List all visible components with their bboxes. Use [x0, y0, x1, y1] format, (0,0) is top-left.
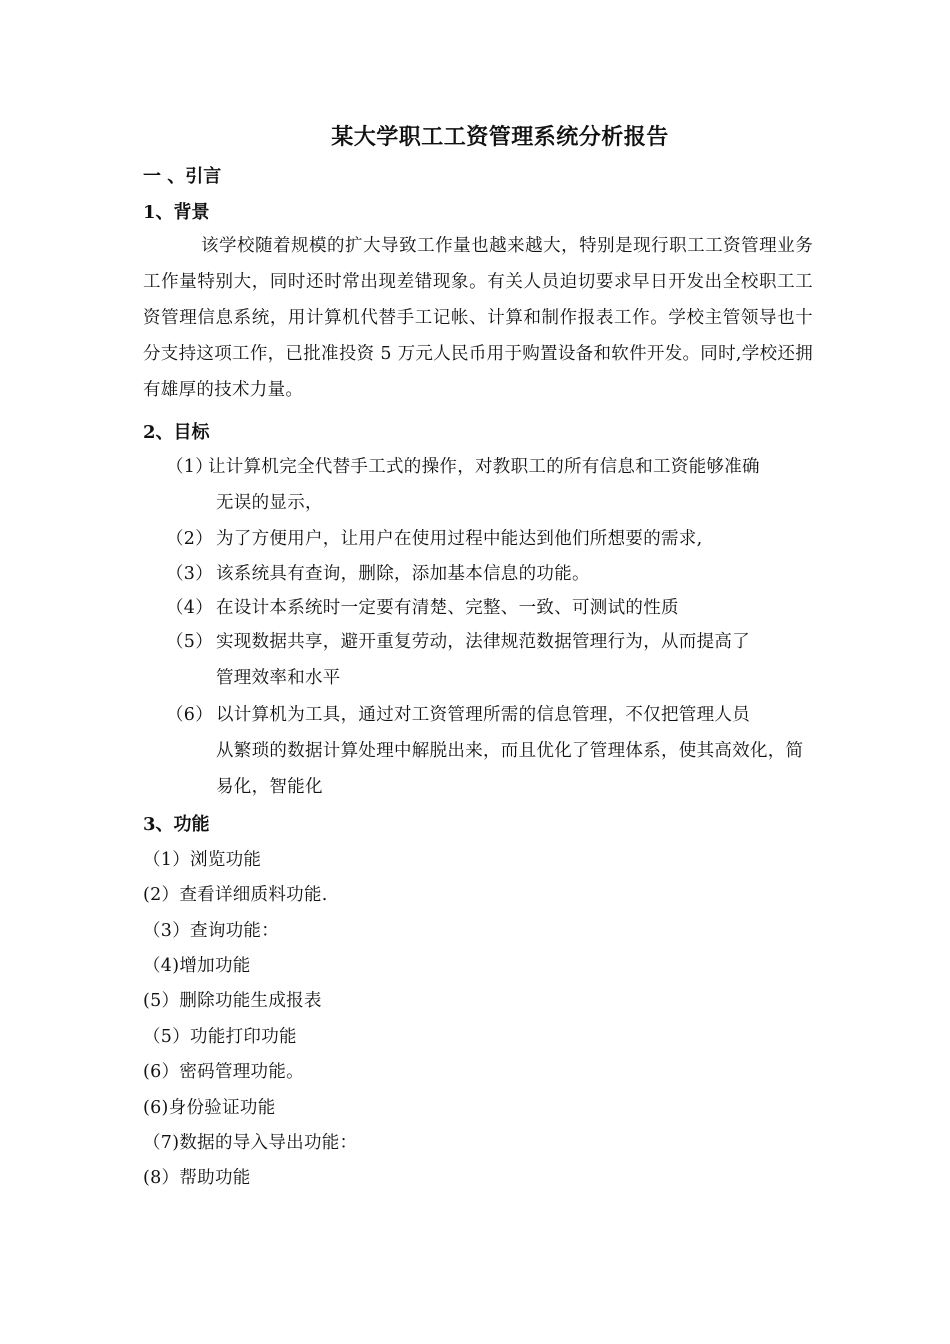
- goal-text-continued: 从繁琐的数据计算处理中解脱出来，而且优化了管理体系，使其高效化，简易化，智能化: [216, 741, 804, 797]
- background-paragraph: 该学校随着规模的扩大导致工作量也越来越大，特别是现行职工工资管理业务工作量特别大，同时还时常出现差错现象。有关人员迫切要求早日开发出全校职工工资管理信息系统，用计算机代替手工记帐、计算和制作报表工作。学校主管领导也十分支持这项工作，已批准投资 5 万元人民币用于购置设备和软件开发。同时,学校还拥有雄厚的技术力量。: [143, 236, 813, 400]
- goal-number: （5）: [166, 632, 214, 652]
- subheading-goals: 2、目标: [143, 422, 210, 443]
- goal-item-1: [166, 449, 816, 521]
- goal-text-continued: 管理效率和水平: [216, 668, 341, 688]
- goal-number: （3）: [166, 564, 214, 584]
- subheading-functions: 3、功能: [143, 814, 210, 835]
- function-item: （1）浏览功能: [143, 850, 262, 870]
- goal-item-6: [166, 697, 816, 805]
- function-item: (5）删除功能生成报表: [143, 991, 322, 1011]
- goal-item-5: [166, 624, 816, 696]
- function-item: (8）帮助功能: [143, 1168, 251, 1188]
- function-item: （4)增加功能: [143, 956, 251, 976]
- goal-item-2: [166, 521, 816, 557]
- document-title: 某大学职工工资管理系统分析报告: [331, 124, 669, 150]
- goal-text-continued: 无误的显示，: [216, 493, 323, 513]
- goal-text: 以计算机为工具，通过对工资管理所需的信息管理，不仅把管理人员: [216, 705, 750, 725]
- goal-number: （6）: [166, 705, 214, 725]
- goal-item-3: [166, 556, 816, 592]
- section-heading-introduction: 一 、引言: [143, 166, 222, 187]
- goal-text: 为了方便用户，让用户在使用过程中能达到他们所想要的需求,: [216, 529, 703, 549]
- function-item: (6)身份验证功能: [143, 1098, 276, 1118]
- goal-number: （2）: [166, 529, 214, 549]
- goal-item-4: [166, 590, 816, 626]
- function-item: (6）密码管理功能。: [143, 1062, 304, 1082]
- goal-number: （4）: [166, 598, 214, 618]
- goal-text: 该系统具有查询，删除，添加基本信息的功能。: [216, 564, 590, 584]
- function-item: （5）功能打印功能: [143, 1027, 297, 1047]
- function-item: (2）查看详细质料功能.: [143, 885, 328, 905]
- goal-text: 实现数据共享，避开重复劳动，法律规范数据管理行为，从而提高了: [216, 632, 750, 652]
- function-item: （7)数据的导入导出功能：: [143, 1133, 358, 1153]
- goal-text: 在设计本系统时一定要有清楚、完整、一致、可测试的性质: [216, 598, 679, 618]
- function-item: （3）查询功能：: [143, 921, 280, 941]
- goal-number: （1）: [166, 457, 214, 477]
- subheading-background: 1、背景: [143, 202, 210, 223]
- goal-text: 让计算机完全代替手工式的操作，对教职工的所有信息和工资能够准确: [208, 457, 760, 477]
